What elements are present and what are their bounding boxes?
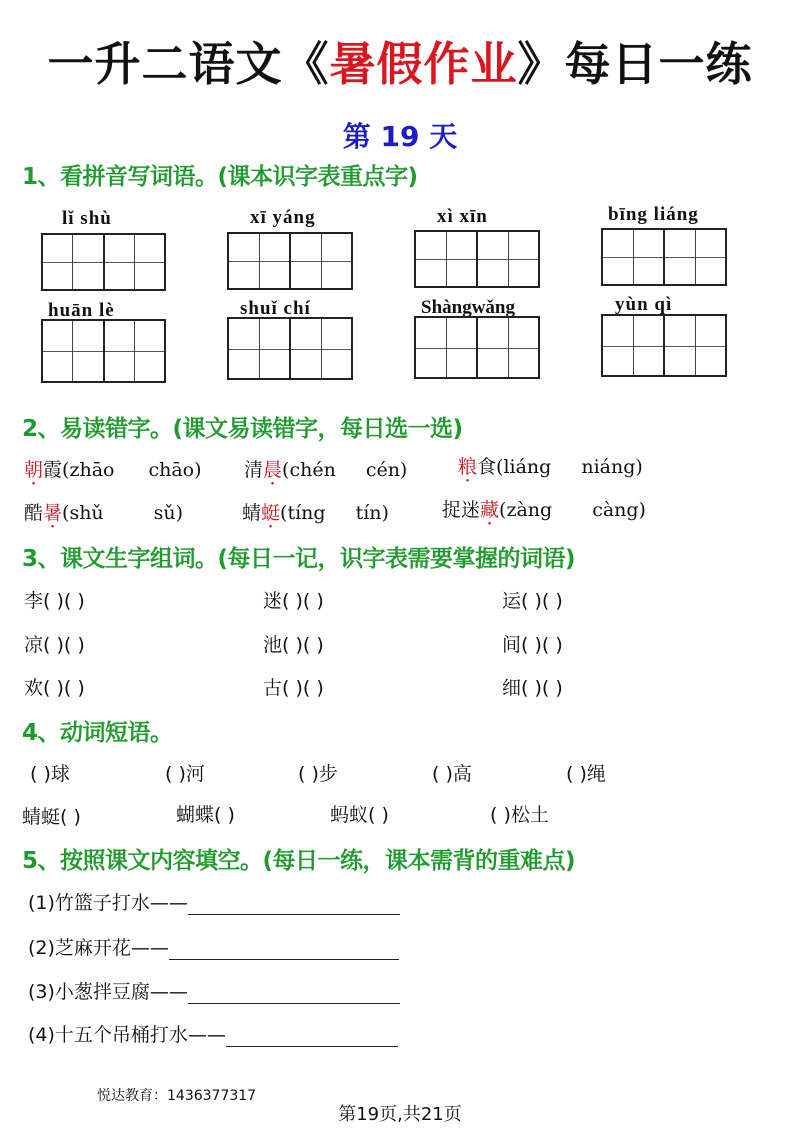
pinyin-option[interactable]: chāo) (148, 459, 202, 481)
section5-heading: 5、按照课文内容填空。(每日一练，课本需背的重难点) (22, 848, 576, 874)
fill-item[interactable] (28, 888, 400, 915)
writing-grid[interactable] (41, 233, 166, 291)
writing-grid[interactable] (601, 228, 727, 286)
pinyin-option[interactable]: sǔ) (153, 502, 184, 524)
char: 运 (502, 590, 522, 612)
pinyin-option[interactable]: tín) (355, 502, 389, 524)
pinyin-label: shuǐ chí (240, 298, 311, 319)
misread-item[interactable] (24, 498, 183, 525)
prompt: (1)竹篮子打水—— (28, 892, 188, 914)
char: 迷 (263, 590, 283, 612)
char-item[interactable] (502, 586, 563, 613)
writing-grid[interactable] (414, 316, 540, 379)
blank-pair[interactable]: ( )( ) (43, 590, 85, 612)
day-label: 第 19 天 (342, 120, 458, 153)
verb-phrase[interactable]: ( )步 (298, 763, 338, 785)
blank-pair[interactable]: ( )( ) (43, 634, 85, 656)
section3-heading: 3、课文生字组词。(每日一记，识字表需要掌握的词语) (22, 546, 576, 572)
pinyin-option[interactable]: càng) (592, 499, 646, 521)
word-part: 食 (477, 456, 497, 478)
char-item[interactable] (263, 586, 324, 613)
pinyin-label: xì xīn (437, 206, 488, 227)
title-highlight: 暑假作业 (329, 37, 518, 91)
blank-pair[interactable]: ( )( ) (521, 634, 563, 656)
title-suffix: 》每日一练 (517, 37, 753, 91)
word-part: 捉迷 (442, 499, 481, 521)
error-char: 晨 (263, 459, 283, 481)
verb-phrase[interactable]: ( )球 (30, 763, 70, 785)
pinyin-option[interactable]: niáng) (581, 456, 643, 478)
blank-pair[interactable]: ( )( ) (521, 677, 563, 699)
section2-heading: 2、易读错字。(课文易读错字，每日选一选) (22, 416, 463, 442)
error-char: 暑 (43, 502, 63, 524)
misread-item[interactable] (242, 498, 389, 525)
prompt: (2)芝麻开花—— (28, 937, 169, 959)
pinyin-option[interactable]: (zàng (499, 499, 553, 521)
pinyin-label: yùn qì (615, 294, 673, 315)
char: 古 (263, 677, 283, 699)
pinyin-label: Shàngwǎng (421, 297, 515, 318)
blank-pair[interactable]: ( )( ) (282, 677, 324, 699)
prompt: (4)十五个吊桶打水—— (28, 1024, 226, 1046)
writing-grid[interactable] (41, 319, 166, 383)
char: 细 (502, 677, 522, 699)
pinyin-option[interactable]: (chén (282, 459, 336, 481)
error-char: 朝 (24, 459, 44, 481)
char: 欢 (24, 677, 44, 699)
writing-grid[interactable] (227, 232, 353, 290)
fill-item[interactable] (28, 1020, 398, 1047)
pinyin-option[interactable]: (zhāo (62, 459, 115, 481)
char-item[interactable] (24, 630, 85, 657)
char-item[interactable] (263, 673, 324, 700)
char-item[interactable] (502, 630, 563, 657)
pinyin-option[interactable]: cén) (365, 459, 408, 481)
publisher-label: 悦达教育：1436377317 (97, 1088, 257, 1104)
char-item[interactable] (24, 586, 85, 613)
blank-pair[interactable]: ( )( ) (43, 677, 85, 699)
error-char: 藏 (480, 499, 500, 521)
section4-heading: 4、动词短语。 (22, 720, 173, 746)
word-part: 霞 (43, 459, 63, 481)
verb-phrase[interactable]: 蝴蝶( ) (176, 804, 235, 826)
blank-pair[interactable]: ( )( ) (282, 590, 324, 612)
verb-phrase[interactable]: 蚂蚁( ) (330, 804, 389, 826)
misread-item[interactable] (24, 455, 202, 482)
pinyin-label: lǐ shù (62, 208, 112, 229)
word-part: 蜻 (242, 502, 262, 524)
error-char: 蜓 (261, 502, 281, 524)
word-part: 酷 (24, 502, 44, 524)
verb-phrase[interactable]: ( )松土 (490, 804, 549, 826)
writing-grid[interactable] (601, 314, 727, 377)
verb-phrase[interactable]: ( )河 (165, 763, 205, 785)
char: 凉 (24, 634, 44, 656)
char-item[interactable] (24, 673, 85, 700)
word-part: 清 (244, 459, 264, 481)
misread-item[interactable] (442, 495, 646, 522)
fill-item[interactable] (28, 977, 400, 1004)
answer-line[interactable] (188, 985, 400, 1004)
error-char: 粮 (458, 456, 478, 478)
blank-pair[interactable]: ( )( ) (282, 634, 324, 656)
title-prefix: 一升二语文《 (47, 37, 330, 91)
verb-phrase[interactable]: ( )高 (432, 763, 472, 785)
char: 池 (263, 634, 283, 656)
char: 李 (24, 590, 44, 612)
answer-line[interactable] (188, 896, 400, 915)
pinyin-option[interactable]: (liáng (496, 456, 552, 478)
section1-heading: 1、看拼音写词语。(课本识字表重点字) (22, 164, 418, 190)
pinyin-label: bīng liáng (608, 204, 699, 225)
answer-line[interactable] (169, 941, 399, 960)
blank-pair[interactable]: ( )( ) (521, 590, 563, 612)
pinyin-option[interactable]: (shǔ (62, 502, 104, 524)
page-number: 第19页,共21页 (338, 1104, 462, 1125)
char-item[interactable] (263, 630, 324, 657)
misread-item[interactable] (244, 455, 407, 482)
writing-grid[interactable] (414, 230, 540, 288)
answer-line[interactable] (226, 1028, 398, 1047)
misread-item[interactable] (458, 452, 643, 479)
pinyin-option[interactable]: (tíng (280, 502, 326, 524)
pinyin-label: xī yáng (250, 207, 316, 228)
char-item[interactable] (502, 673, 563, 700)
char: 间 (502, 634, 522, 656)
prompt: (3)小葱拌豆腐—— (28, 981, 188, 1003)
writing-grid[interactable] (227, 317, 353, 380)
page-title (0, 28, 800, 94)
verb-phrase[interactable]: ( )绳 (566, 763, 606, 785)
pinyin-label: huān lè (48, 300, 115, 321)
verb-phrase[interactable]: 蜻蜓( ) (22, 806, 81, 828)
fill-item[interactable] (28, 933, 399, 960)
